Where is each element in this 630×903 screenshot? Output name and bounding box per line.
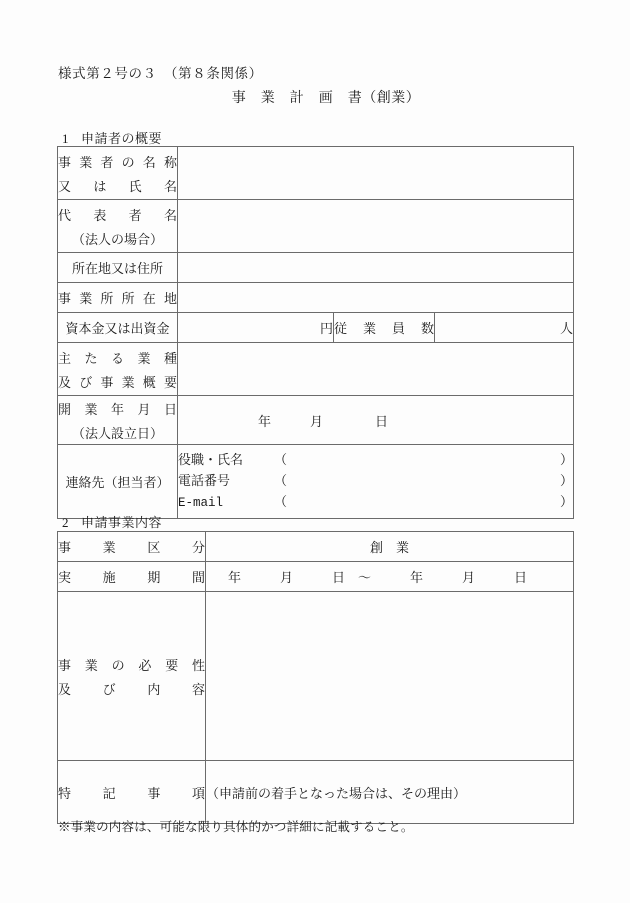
capital-unit-yen: 円	[319, 321, 333, 336]
page-title: 事 業 計 画 書（創業）	[231, 91, 421, 106]
contact-line-email[interactable]	[178, 491, 573, 514]
field-opening-date[interactable]	[178, 396, 574, 445]
table-row	[58, 445, 574, 519]
field-business-name[interactable]	[178, 147, 574, 200]
table-row	[58, 396, 574, 445]
applicant-overview-table	[57, 146, 574, 519]
row-label-business-category	[58, 532, 206, 562]
section-2-heading	[62, 512, 162, 531]
label-text: 事業区分	[58, 540, 205, 555]
table-row	[58, 562, 574, 592]
label-line-2: 及び事業概要	[58, 374, 177, 390]
row-label-business-name	[58, 147, 178, 200]
paren-open: （	[274, 473, 288, 488]
field-capital-amount[interactable]	[178, 313, 334, 343]
table-row	[58, 343, 574, 396]
section-1-title: 申請者の概要	[81, 131, 163, 146]
label-line-1: 主たる業種	[58, 350, 177, 366]
form-number: 様式第２号の３ （第８条関係）	[58, 66, 263, 81]
label-line-2: （法人設立日）	[71, 425, 163, 441]
date-placeholder: 年 月 日	[258, 413, 389, 429]
row-label-employees	[334, 313, 435, 343]
table-row	[58, 313, 574, 343]
row-label-contact	[58, 445, 178, 519]
label-line-1: 開業年月日	[58, 401, 177, 417]
paren-open: （	[274, 452, 288, 467]
field-contact-block	[178, 445, 574, 519]
field-business-category[interactable]: 創 業	[206, 532, 574, 562]
label-line-1: 事業の必要性	[58, 657, 205, 673]
contact-line-name[interactable]	[178, 449, 573, 470]
contact-key: 役職・氏名	[178, 452, 244, 467]
row-label-period	[58, 562, 206, 592]
row-label-capital	[58, 313, 178, 343]
contact-key: E-mail	[178, 496, 224, 510]
paren-close: ）	[560, 452, 574, 467]
field-representative[interactable]	[178, 200, 574, 253]
label-line-1: 代表者名	[58, 207, 177, 223]
label-line-2: 及び内容	[58, 681, 205, 697]
contact-key: 電話番号	[178, 473, 231, 488]
contact-line-phone[interactable]	[178, 470, 573, 491]
table-row	[58, 532, 574, 562]
row-label-opening-date	[58, 396, 178, 445]
field-office-address[interactable]	[178, 283, 574, 313]
row-label-industry	[58, 343, 178, 396]
section-2-number: 2	[62, 515, 69, 530]
field-remarks[interactable]	[206, 761, 574, 824]
row-label-necessity	[58, 592, 206, 761]
application-content-table	[57, 531, 574, 824]
label-text: 実施期間	[58, 570, 205, 585]
field-necessity[interactable]	[206, 592, 574, 761]
field-employee-count[interactable]	[435, 313, 574, 343]
label-text: 従業員数	[334, 321, 434, 336]
label-line-1: 事業者の名称	[58, 154, 177, 170]
paren-close: ）	[560, 473, 574, 488]
section-1-heading	[62, 128, 162, 147]
table-row	[58, 200, 574, 253]
label-text: 連絡先（担当者）	[65, 475, 170, 490]
section-1-number: 1	[62, 131, 69, 146]
footnote: ※事業の内容は、可能な限り具体的かつ詳細に記載すること。	[58, 820, 414, 834]
label-text: 資本金又は出資金	[65, 321, 170, 336]
table-row	[58, 283, 574, 313]
label-text: 所在地又は住所	[71, 261, 163, 276]
row-label-address	[58, 253, 178, 283]
row-label-representative	[58, 200, 178, 253]
label-text: 特記事項	[58, 785, 205, 801]
section-2-title: 申請事業内容	[81, 515, 163, 530]
label-line-2: 又は氏名	[58, 178, 177, 194]
field-address[interactable]	[178, 253, 574, 283]
label-line-2: （法人の場合）	[71, 231, 163, 247]
remarks-hint: （申請前の着手となった場合は、その理由）	[206, 785, 467, 801]
table-row	[58, 592, 574, 761]
field-industry[interactable]	[178, 343, 574, 396]
row-label-office-address	[58, 283, 178, 313]
row-label-remarks	[58, 761, 206, 824]
table-row	[58, 761, 574, 824]
table-row	[58, 253, 574, 283]
label-text: 事業所所在地	[58, 291, 177, 306]
period-placeholder: 年 月 日 ～ 年 月 日	[228, 570, 528, 585]
field-period[interactable]	[206, 562, 574, 592]
paren-close: ）	[560, 494, 574, 509]
paren-open: （	[274, 494, 288, 509]
table-row	[58, 147, 574, 200]
employees-unit-person: 人	[560, 321, 574, 336]
